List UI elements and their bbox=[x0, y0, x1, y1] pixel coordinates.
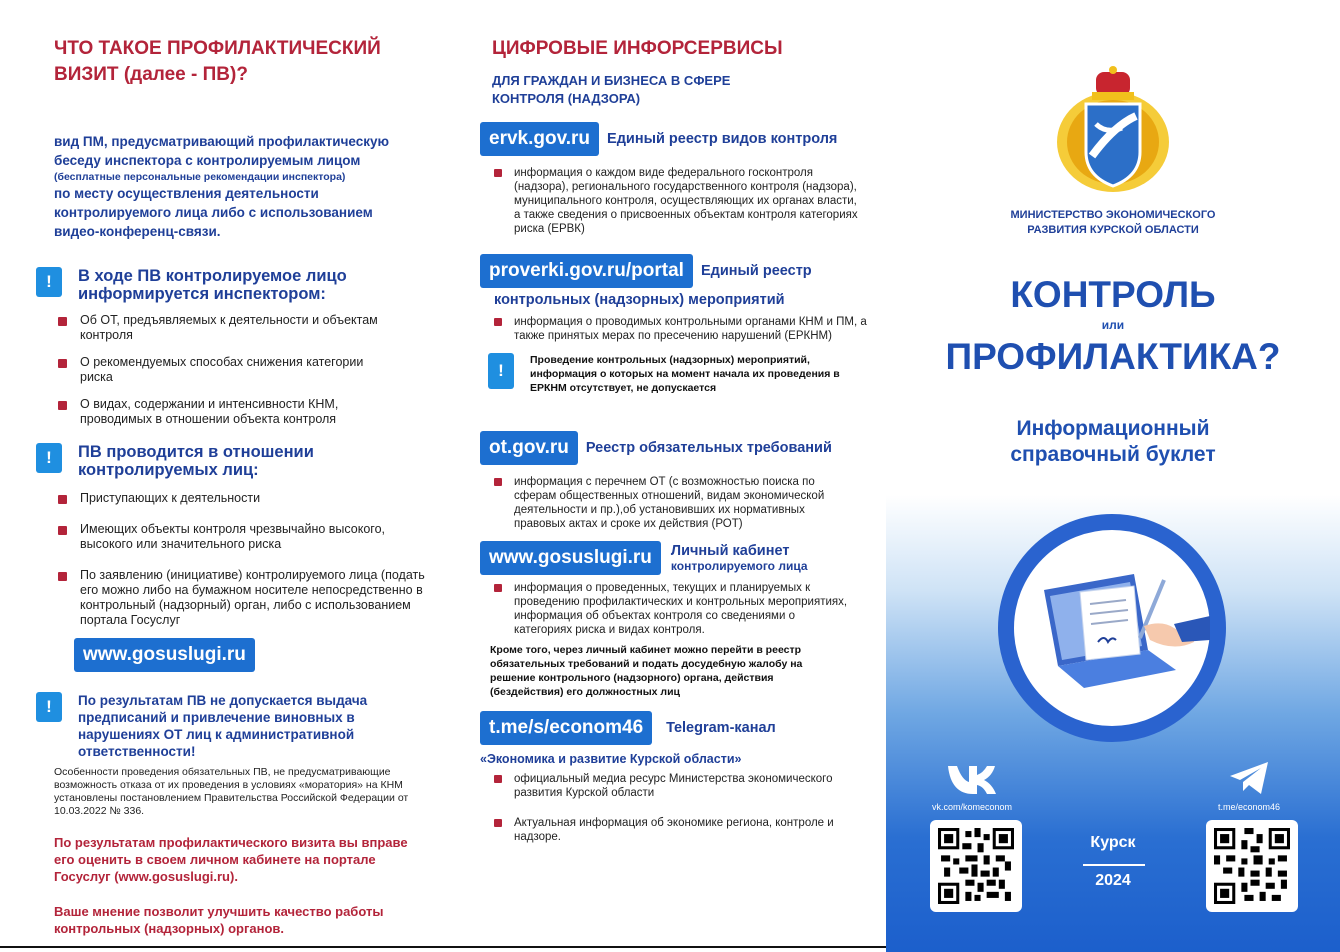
section-result-head bbox=[36, 692, 444, 760]
ministry-name: МИНИСТЕРСТВО ЭКОНОМИЧЕСКОГО РАЗВИТИЯ КУРСКОЙ ОБЛАСТИ bbox=[1010, 209, 1216, 236]
gosuslugi-link[interactable]: www.gosuslugi.ru bbox=[74, 638, 255, 672]
cover-subtitle: Информационный справочный буклет bbox=[1010, 417, 1216, 466]
section-inform-head bbox=[36, 267, 444, 303]
telegram-list bbox=[480, 772, 872, 844]
exclamation-icon: ! bbox=[36, 443, 62, 473]
list-item: Имеющих объекты контроля чрезвычайно высокого, высокого или значительного риска bbox=[54, 522, 434, 552]
year: 2024 bbox=[1095, 872, 1131, 889]
telegram-icon[interactable] bbox=[1228, 760, 1270, 796]
coat-of-arms-icon bbox=[1052, 64, 1174, 194]
city-divider bbox=[1083, 864, 1145, 866]
visit-title: ЧТО ТАКОЕ ПРОФИЛАКТИЧЕСКИЙ ВИЗИТ (далее - ПВ)? bbox=[54, 38, 381, 85]
ot-title: Реестр обязательных требований bbox=[585, 439, 832, 456]
proverki-title-b: контрольных (надзорных) мероприятий bbox=[494, 292, 785, 308]
exclamation-icon: ! bbox=[36, 267, 62, 297]
vk-label[interactable]: vk.com/komeconom bbox=[931, 802, 1013, 812]
list-item: Приступающих к деятельности bbox=[54, 491, 434, 506]
visit-definition bbox=[54, 132, 414, 241]
telegram-title: Telegram-канал bbox=[666, 719, 776, 736]
service-telegram bbox=[480, 711, 872, 745]
gosuslugi-list bbox=[480, 581, 850, 637]
ervk-title: Единый реестр видов контроля bbox=[607, 130, 838, 147]
service-gosuslugi bbox=[480, 541, 872, 575]
laptop-document-icon bbox=[1014, 530, 1210, 726]
list-item: Актуальная информация об экономике региона, контроле и надзоре. bbox=[480, 816, 872, 844]
bottom-divider bbox=[0, 946, 886, 948]
ot-list bbox=[480, 475, 850, 531]
ot-link[interactable]: ot.gov.ru bbox=[480, 431, 578, 465]
list-item: информация о проведенных, текущих и планируемых к проведению профилактических и контрольных мероприятиях, информация об объектах контроля со сведениями о категориях риска и видах контроля. bbox=[480, 581, 850, 637]
list-item: официальный медиа ресурс Министерства экономического развития Курской области bbox=[480, 772, 872, 800]
gosuslugi-cabinet-link[interactable]: www.gosuslugi.ru bbox=[480, 541, 661, 575]
telegram-label[interactable]: t.me/econom46 bbox=[1217, 802, 1281, 812]
section-result-title: По результатам ПВ не допускается выдача предписаний и привлечение виновных в нарушениях ОТ лиц к административной ответственности! bbox=[78, 693, 368, 759]
service-ervk bbox=[480, 122, 872, 156]
illustration-circle bbox=[998, 514, 1226, 742]
service-ot bbox=[480, 431, 872, 465]
moratorium-note: Особенности проведения обязательных ПВ, не предусматривающие возможность отказа от их проведения в условиях «моратория» на КНМ установлены постановлением Правительства Российской Федерации от 10.03.2022 № 336. bbox=[54, 766, 409, 817]
proverki-note: Проведение контрольных (надзорных) мероприятий, информация о которых на момент начала их проведения в ЕРКНМ отсутствует, не допускается bbox=[530, 354, 840, 394]
definition-part2: по месту осуществления деятельности контролируемого лица либо с использованием видео-конференц-связи. bbox=[54, 186, 373, 239]
section-held-title: ПВ проводится в отношении контролируемых лиц: bbox=[78, 443, 314, 479]
proverki-warning bbox=[488, 353, 872, 395]
definition-note: (бесплатные персональные рекомендации инспектора) bbox=[54, 171, 346, 183]
ervk-list bbox=[480, 166, 860, 236]
list-item: По заявлению (инициативе) контролируемого лица (подать его можно либо на бумажном носителе непосредственно в контрольный (надзорный) орган, либо с использованием портала Госуслуг bbox=[54, 568, 434, 628]
list-item: информация о проводимых контрольными органами КНМ и ПМ, а также принятых мерах по пресечению нарушений (ЕРКНМ) bbox=[480, 315, 870, 343]
list-item: О рекомендуемых способах снижения категории риска bbox=[54, 355, 384, 385]
opinion-note: Ваше мнение позволит улучшить качество работы контрольных (надзорных) органов. bbox=[54, 904, 384, 936]
proverki-title-a: Единый реестр bbox=[700, 262, 812, 279]
city: Курск bbox=[1090, 834, 1136, 851]
exclamation-icon: ! bbox=[36, 692, 62, 722]
list-item: Об ОТ, предъявляемых к деятельности и объектам контроля bbox=[54, 313, 384, 343]
definition-part1: вид ПМ, предусматривающий профилактическую беседу инспектора с контролируемым лицом bbox=[54, 134, 390, 168]
list-item: О видах, содержании и интенсивности КНМ, проводимых в отношении объекта контроля bbox=[54, 397, 384, 427]
cover-title-line1: КОНТРОЛЬ bbox=[1010, 274, 1216, 315]
telegram-channel: «Экономика и развитие Курской области» bbox=[480, 752, 742, 766]
section-inform-list bbox=[54, 313, 384, 427]
list-item: информация о каждом виде федерального госконтроля (надзора), регионального государственного контроля (надзора), муниципального контроля, осуществляющих их органах власти, а также сведения о присвоенных объектам контроля категориях риска (ЕРВК) bbox=[480, 166, 860, 236]
list-item: информация с перечнем ОТ (с возможностью поиска по сферам общественных отношений, видам экономической деятельности и пр.),об установивших их нормативных правовых актах и сроке их действия (РОТ) bbox=[480, 475, 850, 531]
cover-panel bbox=[886, 0, 1340, 952]
section-held-list bbox=[54, 491, 434, 628]
section-inform-title: В ходе ПВ контролируемое лицо информируется инспектором: bbox=[78, 267, 347, 303]
service-proverki bbox=[480, 254, 872, 288]
gosuslugi-title-b: контролируемого лица bbox=[670, 559, 808, 573]
services-subtitle: ДЛЯ ГРАЖДАН И БИЗНЕСА В СФЕРЕ КОНТРОЛЯ (НАДЗОРА) bbox=[492, 73, 731, 106]
exclamation-icon: ! bbox=[488, 353, 514, 389]
telegram-link[interactable]: t.me/s/econom46 bbox=[480, 711, 652, 745]
proverki-list bbox=[480, 315, 870, 343]
gosuslugi-note: Кроме того, через личный кабинет можно перейти в реестр обязательных требований и подать досудебную жалобу на решение контрольного (надзорного) органа, действия (бездействия) его должностных лиц bbox=[490, 644, 803, 698]
rating-note: По результатам профилактического визита вы вправе его оценить в своем личном кабинете на портале Госуслуг (www.gosuslugi.ru). bbox=[54, 835, 408, 884]
column-profilactic-visit bbox=[46, 36, 444, 937]
vk-icon[interactable] bbox=[946, 762, 996, 794]
column-digital-services bbox=[480, 36, 872, 844]
cover-title-or: или bbox=[1101, 318, 1125, 332]
gosuslugi-title-a: Личный кабинет bbox=[670, 543, 790, 559]
ervk-link[interactable]: ervk.gov.ru bbox=[480, 122, 599, 156]
services-title: ЦИФРОВЫЕ ИНФОРСЕРВИСЫ bbox=[492, 38, 783, 59]
section-held-head bbox=[36, 443, 444, 479]
cover-title-line2: ПРОФИЛАКТИКА? bbox=[945, 336, 1281, 377]
proverki-link[interactable]: proverki.gov.ru/portal bbox=[480, 254, 693, 288]
